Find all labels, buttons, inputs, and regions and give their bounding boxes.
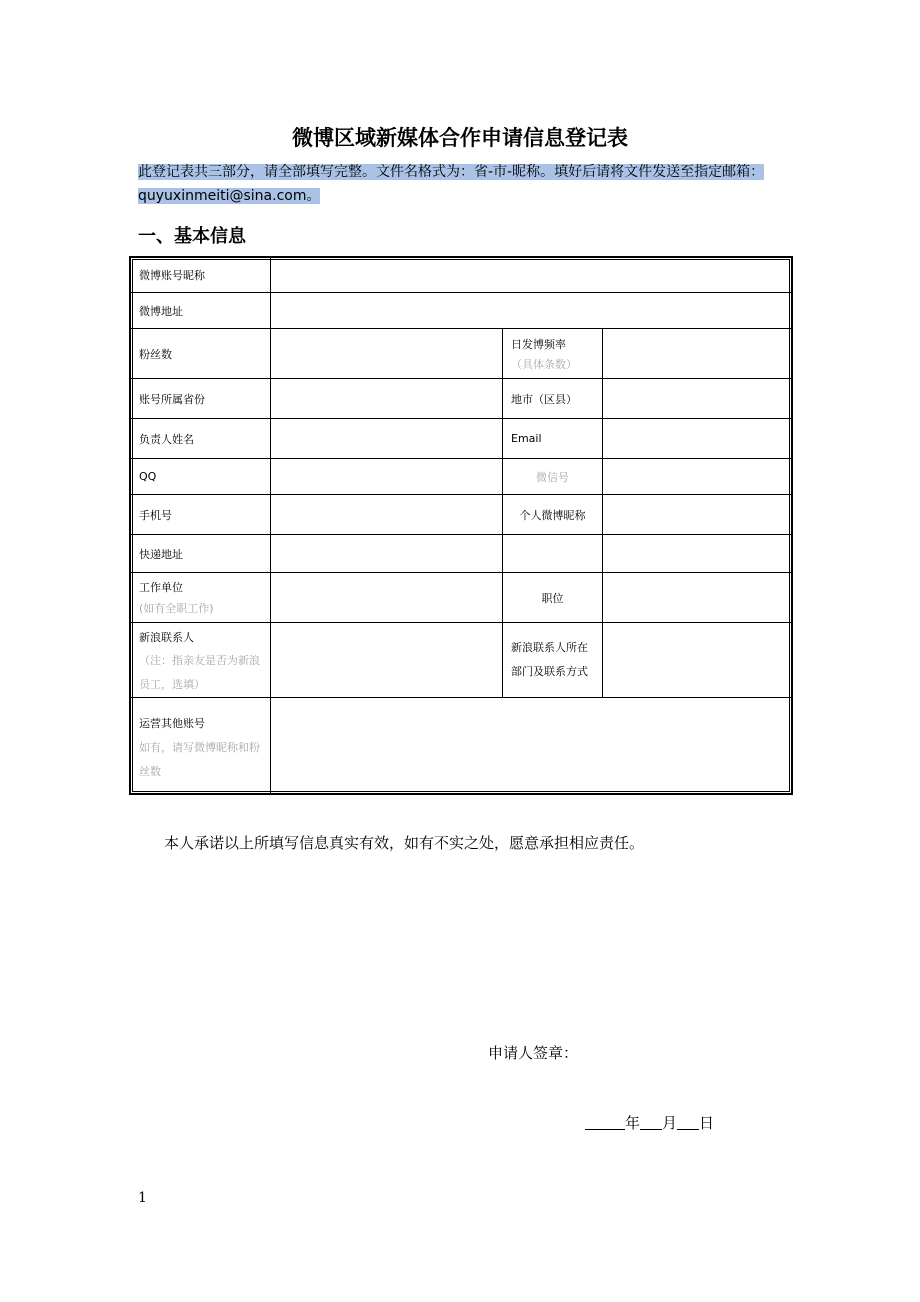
employer-text: 工作单位 (139, 580, 183, 594)
employer-field[interactable] (271, 573, 503, 623)
day-blank[interactable] (677, 1113, 699, 1130)
intro-highlight: 此登记表共三部分，请全部填写完整。文件名格式为：省-市-昵称。填好后请将文件发送至指定邮箱：quyuxinmeiti@sina.com。 (138, 164, 765, 204)
personal-nickname-label: 个人微博昵称 (503, 495, 603, 535)
qq-label: QQ (130, 459, 271, 495)
email-field[interactable] (603, 419, 792, 459)
wechat-label: 微信号 (503, 459, 603, 495)
other-accounts-hint: 如有，请写微博昵称和粉丝数 (139, 741, 260, 778)
phone-field[interactable] (271, 495, 503, 535)
other-accounts-label (130, 698, 271, 794)
daily-posts-text: 日发博频率 (511, 337, 566, 351)
month-blank[interactable] (640, 1113, 662, 1130)
shipping-field[interactable] (271, 535, 503, 573)
sina-contact-field[interactable] (271, 623, 503, 698)
sina-dept-label: 新浪联系人所在部门及联系方式 (503, 623, 603, 698)
email-label: Email (503, 419, 603, 459)
city-field[interactable] (603, 379, 792, 419)
date-line (585, 1112, 714, 1133)
daily-posts-label (503, 329, 603, 379)
position-field[interactable] (603, 573, 792, 623)
daily-posts-field[interactable] (603, 329, 792, 379)
owner-name-label: 负责人姓名 (130, 419, 271, 459)
page-number: 1 (138, 1190, 147, 1206)
owner-name-field[interactable] (271, 419, 503, 459)
shipping-field-extra[interactable] (503, 535, 603, 573)
table-row (130, 379, 792, 419)
followers-field[interactable] (271, 329, 503, 379)
personal-nickname-field[interactable] (603, 495, 792, 535)
nickname-field[interactable] (271, 257, 792, 293)
table-row (130, 419, 792, 459)
followers-label: 粉丝数 (130, 329, 271, 379)
other-accounts-text: 运营其他账号 (139, 717, 205, 730)
table-row (130, 535, 792, 573)
wechat-field[interactable] (603, 459, 792, 495)
city-label: 地市（区县） (503, 379, 603, 419)
table-row (130, 257, 792, 293)
daily-posts-hint: （具体条数） (511, 357, 577, 371)
address-label: 微博地址 (130, 293, 271, 329)
table-row (130, 459, 792, 495)
basic-info-table (129, 256, 793, 795)
sina-contact-hint: （注：指亲友是否为新浪员工，选填） (139, 654, 260, 691)
shipping-label: 快递地址 (130, 535, 271, 573)
nickname-label: 微博账号昵称 (130, 257, 271, 293)
table-row (130, 573, 792, 623)
day-label: 日 (699, 1114, 715, 1132)
pledge-text: 本人承诺以上所填写信息真实有效，如有不实之处，愿意承担相应责任。 (164, 834, 645, 852)
shipping-field-extra2[interactable] (603, 535, 792, 573)
table-row (130, 495, 792, 535)
address-field[interactable] (271, 293, 792, 329)
year-label: 年 (625, 1114, 641, 1132)
sina-contact-text: 新浪联系人 (139, 631, 194, 644)
table-row (130, 329, 792, 379)
province-field[interactable] (271, 379, 503, 419)
employer-label (130, 573, 271, 623)
sina-dept-field[interactable] (603, 623, 792, 698)
phone-label: 手机号 (130, 495, 271, 535)
section-heading-basic-info: 一、基本信息 (138, 226, 246, 247)
page-title: 微博区域新媒体合作申请信息登记表 (292, 126, 628, 150)
employer-hint: (如有全职工作) (139, 601, 214, 615)
month-label: 月 (662, 1114, 678, 1132)
table-row (130, 698, 792, 794)
other-accounts-field[interactable] (271, 698, 792, 794)
year-blank[interactable] (585, 1113, 625, 1130)
signature-label: 申请人签章： (488, 1044, 579, 1062)
position-label: 职位 (503, 573, 603, 623)
province-label: 账号所属省份 (130, 379, 271, 419)
sina-contact-label (130, 623, 271, 698)
table-row (130, 623, 792, 698)
intro-text (138, 160, 788, 208)
qq-field[interactable] (271, 459, 503, 495)
table-row (130, 293, 792, 329)
